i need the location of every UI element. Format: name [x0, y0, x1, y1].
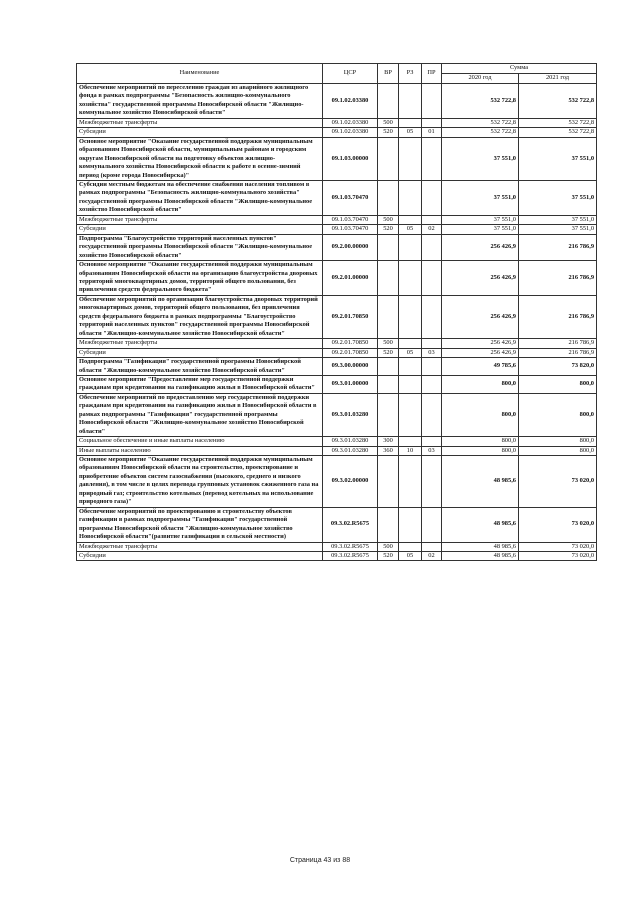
- table-row: [77, 128, 597, 137]
- cell-rz: 05: [399, 225, 422, 234]
- cell-pr: [422, 507, 442, 542]
- cell-code: 09.2.01.70850: [323, 348, 378, 357]
- cell-rz: [399, 393, 422, 436]
- table-row: [77, 234, 597, 260]
- cell-vr: 500: [378, 118, 399, 127]
- cell-sum-2021: 216 786,9: [519, 295, 597, 338]
- cell-sum-2020: 800,0: [442, 375, 519, 393]
- cell-name: Субсидии: [77, 348, 323, 357]
- cell-vr: [378, 261, 399, 296]
- cell-rz: [399, 437, 422, 446]
- cell-sum-2020: 48 985,6: [442, 542, 519, 551]
- cell-rz: [399, 261, 422, 296]
- cell-code: 09.2.01.00000: [323, 261, 378, 296]
- cell-name: Субсидии: [77, 128, 323, 137]
- cell-name: Межбюджетные трансферты: [77, 339, 323, 348]
- table-row: [77, 456, 597, 508]
- cell-name: Межбюджетные трансферты: [77, 215, 323, 224]
- cell-pr: 03: [422, 348, 442, 357]
- cell-vr: [378, 358, 399, 376]
- cell-rz: [399, 339, 422, 348]
- cell-code: 09.1.02.03380: [323, 118, 378, 127]
- cell-sum-2020: 532 722,8: [442, 118, 519, 127]
- cell-code: 09.2.01.70850: [323, 339, 378, 348]
- cell-rz: [399, 215, 422, 224]
- cell-vr: 520: [378, 348, 399, 357]
- cell-rz: [399, 358, 422, 376]
- table-body: [77, 84, 597, 561]
- cell-rz: [399, 507, 422, 542]
- cell-code: 09.2.01.70850: [323, 295, 378, 338]
- cell-name: Субсидии местным бюджетам на обеспечение снабжения населения топливом в рамках подпрограммы "Безопасность жилищно-коммунального хозяйства" государственной программы Новосибирской области "Жилищно-коммунальное хозяйство Новосибирской области": [77, 180, 323, 215]
- cell-name: Субсидии: [77, 552, 323, 561]
- cell-pr: 01: [422, 128, 442, 137]
- cell-sum-2020: 37 551,0: [442, 225, 519, 234]
- header-rz: РЗ: [399, 64, 422, 84]
- cell-sum-2020: 256 426,9: [442, 348, 519, 357]
- cell-vr: [378, 234, 399, 260]
- table-row: [77, 180, 597, 215]
- cell-sum-2021: 532 722,8: [519, 84, 597, 119]
- cell-pr: [422, 215, 442, 224]
- cell-code: 09.1.02.03380: [323, 128, 378, 137]
- cell-sum-2020: 800,0: [442, 393, 519, 436]
- cell-sum-2021: 216 786,9: [519, 348, 597, 357]
- cell-code: 09.3.01.03280: [323, 437, 378, 446]
- header-year-2020: 2020 год: [442, 74, 519, 84]
- cell-rz: [399, 456, 422, 508]
- table-row: [77, 358, 597, 376]
- table-row: [77, 84, 597, 119]
- cell-vr: 520: [378, 552, 399, 561]
- cell-vr: [378, 375, 399, 393]
- cell-pr: 02: [422, 225, 442, 234]
- cell-code: 09.3.01.03280: [323, 446, 378, 455]
- table-row: [77, 507, 597, 542]
- table-row: [77, 437, 597, 446]
- cell-sum-2020: 37 551,0: [442, 180, 519, 215]
- budget-table: [76, 63, 597, 561]
- header-year-2021: 2021 год: [519, 74, 597, 84]
- cell-sum-2021: 216 786,9: [519, 261, 597, 296]
- table-row: [77, 339, 597, 348]
- cell-sum-2020: 37 551,0: [442, 215, 519, 224]
- cell-rz: [399, 180, 422, 215]
- cell-code: 09.3.00.00000: [323, 358, 378, 376]
- cell-rz: [399, 137, 422, 180]
- cell-name: Основное мероприятие "Оказание государственной поддержки муниципальным образованиям Новосибирской области, муниципальным районам и городским округам Новосибирской области на подготовку объектов жилищно-коммунального хозяйства Новосибирской области к работе в осенне-зимний период (кроме города Новосибирска)": [77, 137, 323, 180]
- table-row: [77, 118, 597, 127]
- cell-name: Обеспечение мероприятий по предоставлению мер государственной поддержки гражданам при кредитовании на газификацию жилья в Новосибирской области в рамках подпрограммы "Газификация" государственной программы Новосибирской области "Жилищно-коммунальное хозяйство Новосибирской области": [77, 393, 323, 436]
- cell-sum-2021: 800,0: [519, 446, 597, 455]
- cell-vr: 360: [378, 446, 399, 455]
- cell-vr: [378, 507, 399, 542]
- cell-vr: 500: [378, 542, 399, 551]
- cell-vr: [378, 137, 399, 180]
- page-number: Страница 43 из 88: [289, 857, 351, 864]
- cell-sum-2020: 256 426,9: [442, 261, 519, 296]
- cell-sum-2020: 48 985,6: [442, 507, 519, 542]
- table-row: [77, 375, 597, 393]
- header-pr: ПР: [422, 64, 442, 84]
- cell-vr: 500: [378, 215, 399, 224]
- cell-sum-2021: 532 722,8: [519, 128, 597, 137]
- cell-code: 09.3.02.00000: [323, 456, 378, 508]
- cell-code: 09.3.02.R5675: [323, 552, 378, 561]
- cell-name: Обеспечение мероприятий по организации благоустройства дворовых территорий многоквартирных домов, территорий общего пользования, без привлечения средств федерального бюджета в рамках подпрограммы "Благоустройство территорий населенных пунктов" государственной программы Новосибирской области "Жилищно-коммунальное хозяйство Новосибирской области": [77, 295, 323, 338]
- cell-name: Межбюджетные трансферты: [77, 542, 323, 551]
- cell-rz: [399, 118, 422, 127]
- table-row: [77, 215, 597, 224]
- cell-code: 09.3.01.00000: [323, 375, 378, 393]
- cell-sum-2021: 532 722,8: [519, 118, 597, 127]
- cell-pr: 02: [422, 552, 442, 561]
- cell-pr: [422, 375, 442, 393]
- cell-rz: [399, 375, 422, 393]
- cell-name: Субсидии: [77, 225, 323, 234]
- header-name: Наименование: [77, 64, 323, 84]
- cell-rz: 05: [399, 552, 422, 561]
- cell-sum-2020: 48 985,6: [442, 552, 519, 561]
- cell-name: Иные выплаты населению: [77, 446, 323, 455]
- table-row: [77, 393, 597, 436]
- cell-sum-2021: 800,0: [519, 393, 597, 436]
- cell-rz: 05: [399, 348, 422, 357]
- cell-sum-2021: 73 020,0: [519, 542, 597, 551]
- table-header: [77, 64, 597, 84]
- cell-code: 09.1.03.70470: [323, 215, 378, 224]
- cell-pr: [422, 118, 442, 127]
- cell-sum-2021: 73 820,0: [519, 358, 597, 376]
- cell-code: 09.3.01.03280: [323, 393, 378, 436]
- cell-name: Межбюджетные трансферты: [77, 118, 323, 127]
- cell-pr: [422, 180, 442, 215]
- cell-code: 09.1.03.00000: [323, 137, 378, 180]
- cell-vr: 520: [378, 128, 399, 137]
- header-code: ЦСР: [323, 64, 378, 84]
- cell-name: Подпрограмма "Газификация" государственной программы Новосибирской области "Жилищно-коммунальное хозяйство Новосибирской области": [77, 358, 323, 376]
- cell-rz: [399, 295, 422, 338]
- cell-sum-2021: 37 551,0: [519, 180, 597, 215]
- cell-pr: [422, 295, 442, 338]
- cell-sum-2020: 800,0: [442, 437, 519, 446]
- table-row: [77, 295, 597, 338]
- cell-name: Обеспечение мероприятий по переселению граждан из аварийного жилищного фонда в рамках подпрограммы "Безопасность жилищно-коммунального хозяйства" государственной программы Новосибирской области "Жилищно-коммунальное хозяйство Новосибирской области": [77, 84, 323, 119]
- cell-code: 09.3.02.R5675: [323, 507, 378, 542]
- cell-name: Социальное обеспечение и иные выплаты населению: [77, 437, 323, 446]
- cell-sum-2020: 256 426,9: [442, 339, 519, 348]
- cell-rz: [399, 542, 422, 551]
- header-sum: Сумма: [442, 64, 597, 74]
- table-row: [77, 225, 597, 234]
- cell-sum-2021: 73 020,0: [519, 507, 597, 542]
- cell-sum-2020: 256 426,9: [442, 234, 519, 260]
- cell-sum-2021: 800,0: [519, 375, 597, 393]
- cell-sum-2021: 73 020,0: [519, 552, 597, 561]
- cell-rz: 05: [399, 128, 422, 137]
- cell-pr: [422, 339, 442, 348]
- cell-pr: [422, 437, 442, 446]
- cell-pr: [422, 261, 442, 296]
- cell-name: Основное мероприятие "Оказание государственной поддержки муниципальным образованиям Новосибирской области на организацию благоустройства дворовых территорий многоквартирных домов, территорий общего пользования, без привлечения средств федерального бюджета": [77, 261, 323, 296]
- cell-code: 09.1.03.70470: [323, 225, 378, 234]
- cell-vr: [378, 84, 399, 119]
- cell-rz: [399, 234, 422, 260]
- cell-sum-2021: 216 786,9: [519, 339, 597, 348]
- cell-sum-2021: 37 551,0: [519, 215, 597, 224]
- cell-vr: [378, 180, 399, 215]
- cell-sum-2021: 800,0: [519, 437, 597, 446]
- cell-pr: [422, 456, 442, 508]
- cell-sum-2020: 800,0: [442, 446, 519, 455]
- cell-pr: [422, 542, 442, 551]
- cell-vr: 500: [378, 339, 399, 348]
- cell-pr: [422, 393, 442, 436]
- cell-name: Основное мероприятие "Предоставление мер государственной поддержки гражданам при кредитовании на газификацию жилья в Новосибирской области": [77, 375, 323, 393]
- cell-sum-2021: 216 786,9: [519, 234, 597, 260]
- cell-sum-2020: 532 722,8: [442, 128, 519, 137]
- cell-sum-2021: 37 551,0: [519, 137, 597, 180]
- cell-pr: [422, 358, 442, 376]
- table-row: [77, 446, 597, 455]
- table-row: [77, 552, 597, 561]
- cell-vr: 300: [378, 437, 399, 446]
- cell-name: Обеспечение мероприятий по проектированию и строительству объектов газификации в рамках подпрограммы "Газификация" государственной программы Новосибирской области "Жилищно-коммунальное хозяйство Новосибирской области"(развитие газификации в сельской местности): [77, 507, 323, 542]
- cell-sum-2021: 37 551,0: [519, 225, 597, 234]
- cell-sum-2020: 48 985,6: [442, 456, 519, 508]
- cell-pr: [422, 84, 442, 119]
- cell-pr: [422, 137, 442, 180]
- cell-name: Подпрограмма "Благоустройство территорий населенных пунктов" государственной программы Новосибирской области "Жилищно-коммунальное хозяйство Новосибирской области": [77, 234, 323, 260]
- cell-sum-2020: 532 722,8: [442, 84, 519, 119]
- cell-code: 09.1.03.70470: [323, 180, 378, 215]
- table-row: [77, 348, 597, 357]
- cell-pr: [422, 234, 442, 260]
- header-vr: ВР: [378, 64, 399, 84]
- cell-vr: [378, 295, 399, 338]
- cell-code: 09.3.02.R5675: [323, 542, 378, 551]
- cell-pr: 03: [422, 446, 442, 455]
- cell-vr: [378, 456, 399, 508]
- table-row: [77, 137, 597, 180]
- cell-sum-2020: 256 426,9: [442, 295, 519, 338]
- cell-vr: 520: [378, 225, 399, 234]
- table-row: [77, 261, 597, 296]
- cell-name: Основное мероприятие "Оказание государственной поддержки муниципальным образованиям Новосибирской области на строительство, проектирование и приобретение объектов систем газоснабжения (высокого, среднего и низкого давления), в том числе в целях перевода групповых установок сжиженного газа на природный газ; строительство котельных (перевод котельных на использование природного газа)": [77, 456, 323, 508]
- cell-sum-2021: 73 020,0: [519, 456, 597, 508]
- cell-sum-2020: 37 551,0: [442, 137, 519, 180]
- cell-code: 09.1.02.03380: [323, 84, 378, 119]
- table-row: [77, 542, 597, 551]
- cell-sum-2020: 49 785,6: [442, 358, 519, 376]
- cell-code: 09.2.00.00000: [323, 234, 378, 260]
- cell-vr: [378, 393, 399, 436]
- cell-rz: 10: [399, 446, 422, 455]
- cell-rz: [399, 84, 422, 119]
